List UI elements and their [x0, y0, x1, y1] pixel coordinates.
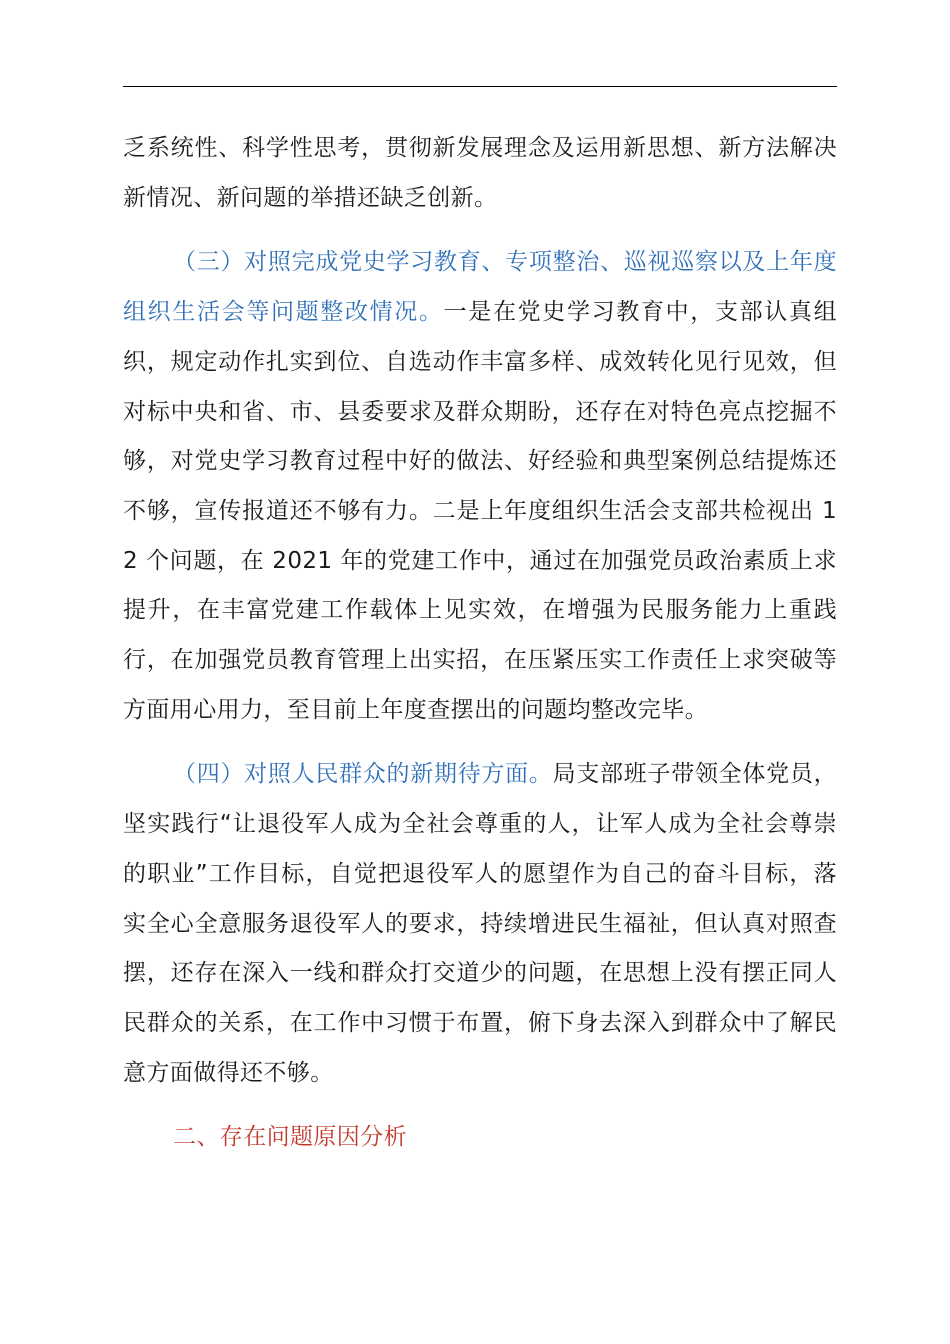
document-body	[123, 124, 837, 1163]
paragraph-item-4	[123, 750, 837, 1098]
paragraph-item-3-body: 一是在党史学习教育中，支部认真组织，规定动作扎实到位、自选动作丰富多样、成效转化见行见效，但对标中央和省、市、县委要求及群众期盼，还存在对特色亮点挖掘不够，对党史学习教育过程中好的做法、好经验和典型案例总结提炼还不够，宣传报道还不够有力。二是上年度组织生活会支部共检视出 12 个问题，在 2021 年的党建工作中，通过在加强党员政治素质上求提升，在丰富党建工作载体上见实效，在增强为民服务能力上重践行，在加强党员教育管理上出实招，在压紧压实工作责任上求突破等方面用心用力，至目前上年度查摆出的问题均整改完毕。	[123, 299, 837, 723]
subheading-item-3: （三）对照完成党史学习教育、专项整治、巡视巡察以及上年度组织生活会等问题整改情况。	[123, 249, 837, 326]
paragraph-item-4-body: 局支部班子带领全体党员，坚实践行“让退役军人成为全社会尊重的人，让军人成为全社会尊崇的职业”工作目标，自觉把退役军人的愿望作为自己的奋斗目标，落实全心全意服务退役军人的要求，持续增进民生福祉，但认真对照查摆，还存在深入一线和群众打交道少的问题，在思想上没有摆正同人民群众的关系，在工作中习惯于布置，俯下身去深入到群众中了解民意方面做得还不够。	[123, 761, 837, 1086]
section-heading-2: 二、存在问题原因分析	[173, 1124, 407, 1151]
subheading-item-4: （四）对照人民群众的新期待方面。	[173, 761, 553, 788]
paragraph-text: 乏系统性、科学性思考，贯彻新发展理念及运用新思想、新方法解决新情况、新问题的举措还缺乏创新。	[123, 135, 837, 211]
header-rule	[123, 86, 837, 87]
paragraph-continuation	[123, 124, 837, 223]
paragraph-item-3	[123, 238, 837, 735]
